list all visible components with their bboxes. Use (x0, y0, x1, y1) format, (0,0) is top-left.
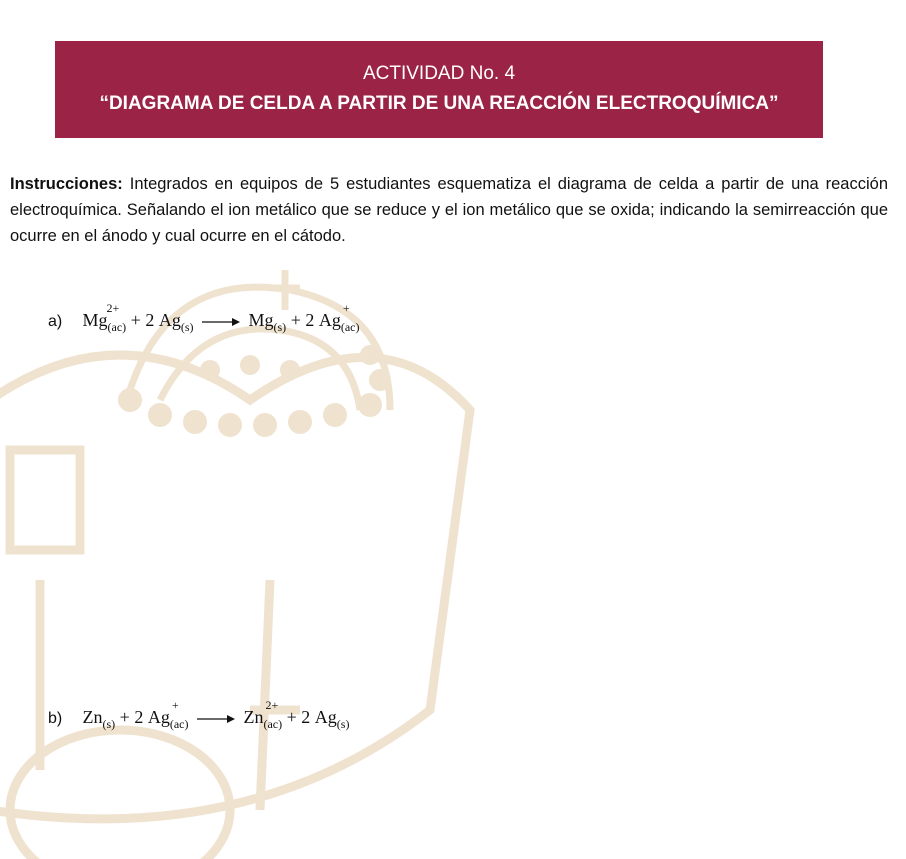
instructions-label: Instrucciones: (10, 175, 123, 193)
activity-banner (55, 41, 823, 138)
instructions-paragraph (10, 171, 888, 249)
equation-a-label: a) (48, 313, 63, 330)
coat-of-arms-watermark (0, 250, 500, 859)
equation-b-plus2: + 2 (286, 707, 311, 727)
equation-b (48, 698, 350, 732)
instructions-text: Integrados en equipos de 5 estudiantes esquematiza el diagrama de celda a partir de una reacción electroquímica. Señalando el ion metálico que se reduce y el ion metálico que se oxida; indicando la semirreacción que ocurre en el ánodo y cual ocurre en el cátodo. (10, 175, 888, 245)
equation-a-plus2: + 2 (290, 310, 315, 330)
equation-a-plus1: + 2 (130, 310, 155, 330)
equation-a-reactant1: Mg 2+ (ac) (82, 301, 127, 334)
equation-a-product2: Ag + (ac) (318, 301, 360, 334)
activity-title: ACTIVIDAD No. 4 (362, 63, 516, 84)
equation-b-reactant2: Ag + (ac) (147, 698, 189, 731)
reaction-arrow-icon (197, 714, 235, 724)
equation-b-reactant1: Zn(s) (82, 707, 116, 731)
activity-subtitle: “DIAGRAMA DE CELDA A PARTIR DE UNA REACCIÓN ELECTROQUÍMICA” (99, 93, 779, 114)
equation-a-product1: Mg(s) (248, 310, 287, 334)
equation-b-product1: Zn 2+ (ac) (243, 698, 283, 731)
equation-b-label: b) (48, 710, 63, 727)
equation-a (48, 301, 360, 335)
reaction-arrow-icon (202, 317, 240, 327)
equation-b-product2: Ag(s) (314, 707, 350, 731)
equation-a-reactant2: Ag(s) (158, 310, 194, 334)
equation-b-plus1: + 2 (119, 707, 144, 727)
